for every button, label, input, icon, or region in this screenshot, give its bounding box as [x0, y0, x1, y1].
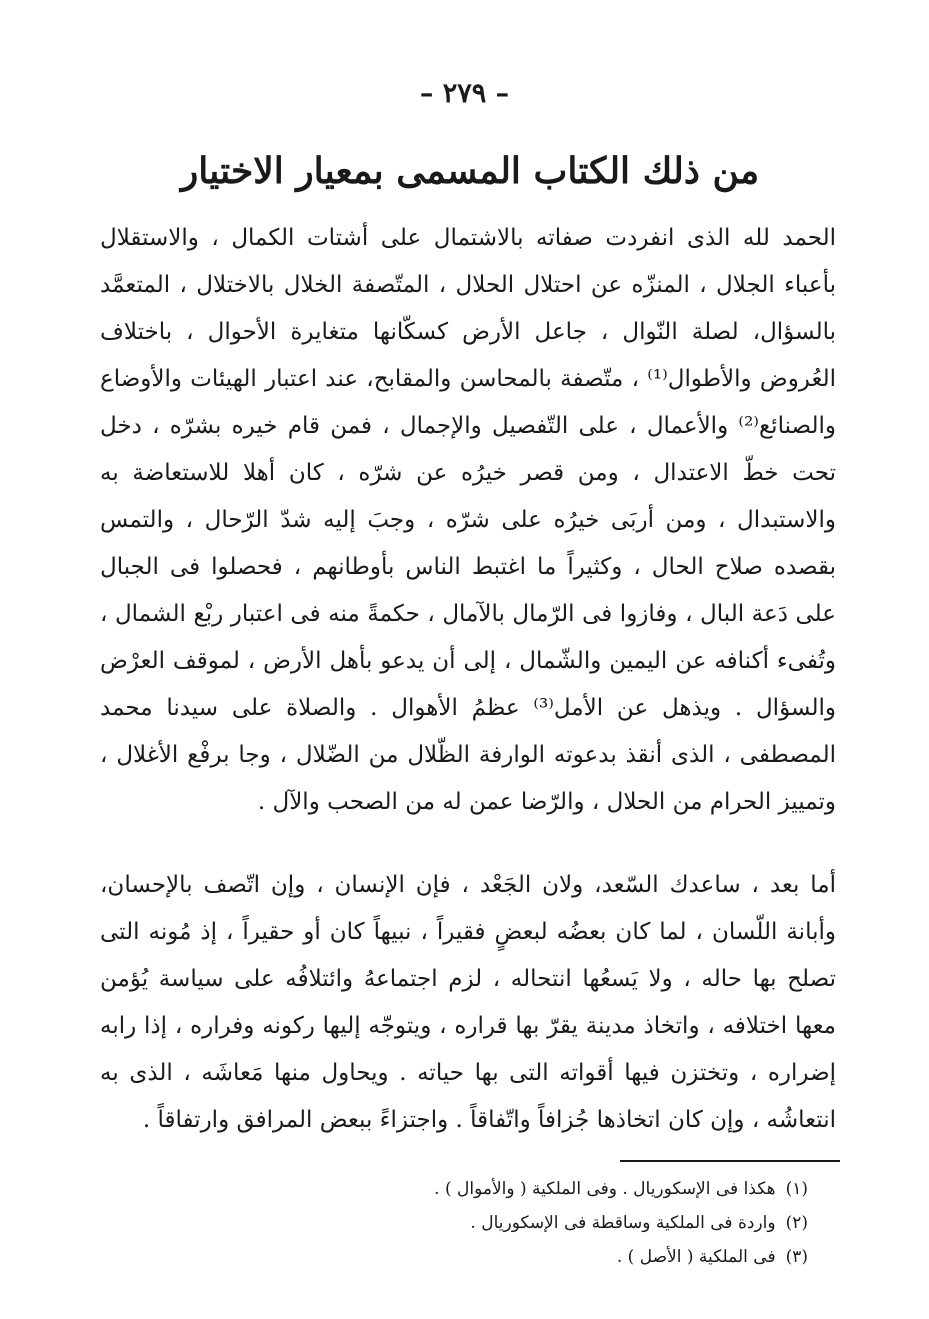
footnote-divider — [620, 1160, 840, 1162]
footnote-2-text: واردة فى الملكية وساقطة فى الإسكوريال . — [470, 1213, 776, 1233]
footnote-1-text: هكذا فى الإسكوريال . وفى الملكية ( والأموال ) . — [434, 1179, 776, 1199]
footnote-2-number: (٢) — [785, 1213, 808, 1233]
paragraph-1: الحمد لله الذى انفردت صفاته بالاشتمال على أشتات الكمال ، والاستقلال بأعباء الجلال ، المنزّه عن احتلال الحلال ، المتّصفة الخلال بالاختلال ، المتعمَّد بالسؤال، لصلة النّوال ، جاعل الأرض كسكّانها متغايرة الأحوال ، باختلاف العُروض والأطوال⁽¹⁾ ، متّصفة بالمحاسن والمقابح، عند اعتبار الهيئات والأوضاع والصنائع⁽²⁾ والأعمال ، على التّفصيل والإجمال ، فمن قام خيره بشرّه ، دخل تحت خطّ الاعتدال ، ومن قصر خيرُه عن شرّه ، كان أهلا للاستعاضة به والاستبدال ، ومن أربَى خيرُه على شرّه ، وجبَ إليه شدّ الرّحال ، والتمس بقصده صلاح الحال ، وكثيراً ما اغتبط الناس بأوطانهم ، فحصلوا فى الجبال على دَعة البال ، وفازوا فى الرّمال بالآمال ، حكمةً منه فى اعتبار ربْع الشمال ، وتُفىء أكنافه عن اليمين والشّمال ، إلى أن يدعو بأهل الأرض ، لموقف العرْض والسؤال . ويذهل عن الأمل⁽³⁾ عظمُ الأهوال . والصلاة على سيدنا محمد المصطفى ، الذى أنقذ بدعوته الوارفة الظّلال من الضّلال ، وجا برفْع الأغلال ، وتمييز الحرام من الحلال ، والرّضا عمن له من الصحب والآل . — [100, 225, 836, 815]
footnote-3 — [100, 1240, 808, 1274]
footnotes — [100, 1172, 808, 1274]
footnote-2 — [100, 1206, 808, 1240]
footnote-3-text: فى الملكية ( الأصل ) . — [616, 1247, 776, 1267]
footnote-3-number: (٣) — [785, 1247, 808, 1267]
footnote-1 — [100, 1172, 808, 1206]
paragraph-2: أما بعد ، ساعدك السّعد، ولان الجَعْد ، فإن الإنسان ، وإن اتّصف بالإحسان، وأبانة اللّسان ، لما كان بعضُه لبعضٍ فقيراً ، نبيهاً كان أو حقيراً ، إذ مُونه التى تصلح بها حاله ، ولا يَسعُها انتحاله ، لزم اجتماعهُ وائتلافُه على سياسة يُؤمن معها اختلافه ، واتخاذ مدينة يقرّ بها قراره ، ويتوجّه إليها ركونه وفراره ، إذا رابه إضراره ، وتختزن فيها أقواته التى بها حياته . ويحاول منها مَعاشَه ، الذى به انتعاشُه ، وإن كان اتخاذها جُزافاً واتّفاقاً . واجتزاءً ببعض المرافق وارتفاقاً . — [100, 872, 836, 1133]
page-number: – ٢٧٩ – — [419, 78, 510, 109]
section-title: من ذلك الكتاب المسمى بمعيار الاختيار — [180, 150, 760, 192]
footnote-1-number: (١) — [785, 1179, 808, 1199]
